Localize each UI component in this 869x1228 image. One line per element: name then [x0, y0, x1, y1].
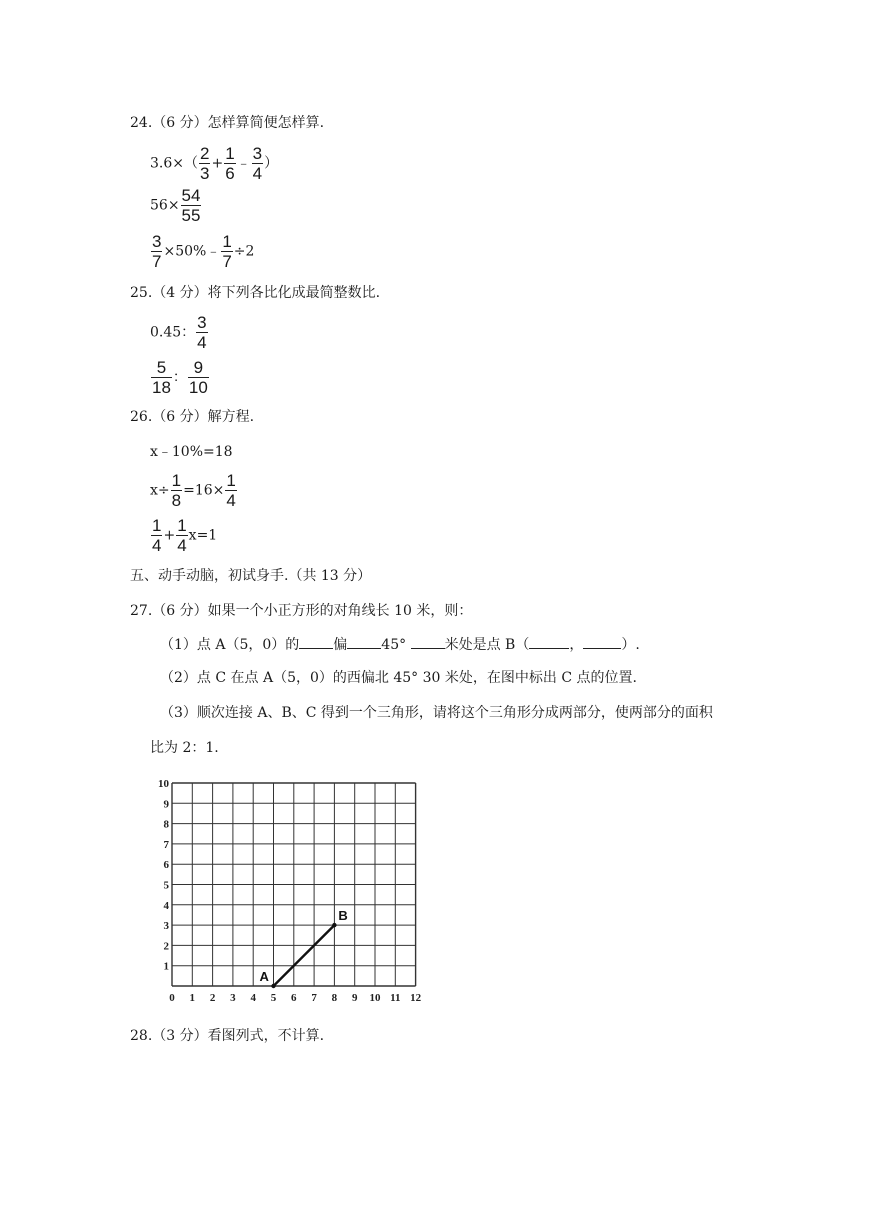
fraction: $\frac{1}{7}$ [222, 232, 232, 271]
answer-blank[interactable] [529, 634, 569, 649]
q26-2-mid: =16× [183, 482, 225, 499]
point-b [332, 923, 336, 927]
y-tick-label: 10 [158, 778, 169, 790]
operator: + [211, 155, 224, 172]
q27-1-b: 偏 [333, 637, 348, 653]
q25-2-sep: ： [172, 369, 187, 386]
x-tick-label: 0 [169, 992, 175, 1004]
fraction: $\frac{1}{4}$ [226, 471, 236, 510]
fraction: $\frac{9}{10}$ [188, 358, 208, 397]
fraction: $\frac{3}{4}$ [197, 313, 207, 352]
answer-blank[interactable] [411, 634, 445, 649]
x-tick-label: 5 [270, 992, 277, 1004]
fraction: $\frac{1}{6}$ [225, 144, 235, 183]
fraction: $\frac{3}{4}$ [252, 144, 263, 183]
q27-1-f: ）. [621, 637, 640, 653]
point-label-a: A [259, 969, 269, 984]
q27-part-3-continued: 比为 2：1. [150, 740, 219, 756]
q26-2-prefix: x÷ [150, 482, 170, 499]
y-tick-label: 2 [163, 940, 169, 953]
q27-1-d: 米处是点 B（ [444, 637, 530, 653]
fraction: $\frac{1}{4}$ [152, 516, 162, 555]
fraction: $\frac{2}{3}$ [200, 144, 210, 183]
y-tick-label: 6 [163, 859, 169, 872]
x-tick-label: 1 [189, 992, 196, 1004]
q26-equation-2 [150, 471, 238, 510]
fraction: $\frac{5}{18}$ [152, 358, 171, 397]
q24-expression-3 [150, 232, 254, 271]
point-label-b: B [338, 908, 348, 924]
q27-1-c: 45° [381, 637, 407, 653]
q27-1-a: （1）点 A（5，0）的 [160, 637, 300, 653]
q26-header: 26.（6 分）解方程. [130, 409, 255, 425]
answer-blank[interactable] [583, 634, 621, 649]
q27-1-e: ， [569, 637, 584, 653]
q25-ratio-1 [150, 313, 209, 352]
x-tick-label: 9 [351, 992, 358, 1004]
section-5-header: 五、动手动脑，初试身手.（共 13 分） [130, 568, 372, 584]
q24-expression-1 [150, 144, 278, 183]
q25-1-prefix: 0.45： [150, 324, 196, 341]
q24-1-suffix: ） [264, 155, 279, 172]
q24-header: 24.（6 分）怎样算简便怎样算. [130, 115, 325, 131]
coordinate-grid [148, 772, 428, 1007]
y-tick-label: 7 [163, 838, 169, 851]
fraction: $\frac{3}{7}$ [152, 232, 162, 271]
q27-part-1 [160, 634, 640, 655]
x-tick-label: 12 [410, 992, 422, 1004]
q24-3-mid: ×50%﹣ [163, 243, 221, 260]
q27-part-2: （2）点 C 在点 A（5，0）的西偏北 45° 30 米处，在图中标出 C 点的位置. [160, 670, 637, 686]
x-tick-label: 3 [230, 992, 236, 1004]
q27-part-3: （3）顺次连接 A、B、C 得到一个三角形，请将这个三角形分成两部分，使两部分的面积 [160, 705, 713, 721]
y-tick-label: 8 [163, 818, 169, 831]
segment-ab [274, 925, 335, 986]
answer-blank[interactable] [347, 634, 381, 649]
q26-equation-1: x﹣10%=18 [150, 444, 233, 460]
y-tick-label: 4 [163, 899, 169, 912]
q26-equation-3 [150, 516, 217, 555]
operator: + [163, 527, 176, 544]
q24-expression-2 [150, 186, 202, 225]
x-tick-label: 7 [311, 992, 317, 1004]
x-tick-label: 8 [331, 992, 338, 1004]
y-tick-label: 3 [163, 920, 169, 933]
y-tick-label: 9 [163, 798, 169, 811]
q24-1-prefix: 3.6×（ [150, 155, 198, 172]
x-tick-label: 6 [291, 992, 297, 1004]
point-a [271, 984, 275, 988]
q28-header: 28.（3 分）看图列式，不计算. [130, 1028, 325, 1044]
x-tick-label: 4 [250, 992, 256, 1004]
x-tick-label: 11 [390, 992, 401, 1004]
q24-2-prefix: 56× [150, 197, 180, 214]
fraction: $\frac{1}{4}$ [177, 516, 187, 555]
x-tick-label: 2 [209, 992, 216, 1004]
q25-header: 25.（4 分）将下列各比化成最简整数比. [130, 285, 381, 301]
y-tick-label: 1 [163, 960, 169, 973]
q27-header: 27.（6 分）如果一个小正方形的对角线长 10 米，则： [130, 603, 473, 619]
q24-3-suffix: ÷2 [233, 243, 255, 260]
y-tick-label: 5 [163, 879, 169, 892]
fraction: $\frac{54}{55}$ [181, 186, 201, 225]
answer-blank[interactable] [299, 634, 333, 649]
q25-ratio-2 [150, 358, 210, 397]
fraction: $\frac{1}{8}$ [171, 471, 182, 510]
operator: ﹣ [236, 155, 251, 172]
x-tick-label: 10 [369, 992, 381, 1004]
q26-3-suffix: x=1 [188, 527, 218, 544]
